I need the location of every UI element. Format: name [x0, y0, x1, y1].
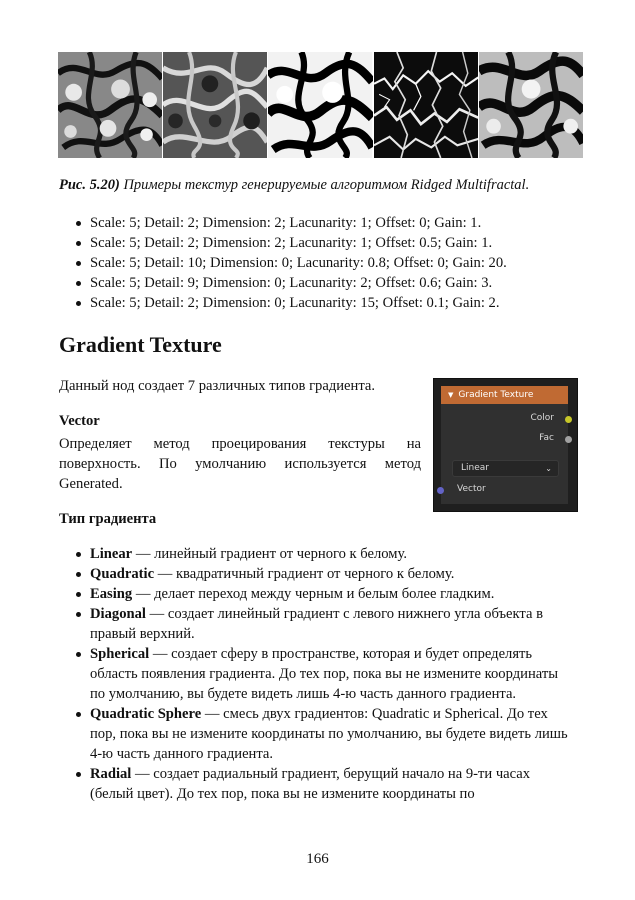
- vector-socket-icon[interactable]: [437, 487, 444, 494]
- fac-socket-icon[interactable]: [565, 436, 572, 443]
- list-item: [76, 644, 576, 704]
- vector-paragraph: Определяет метод проецирования текстуры на поверхность. По умолчанию используется метод Generated.: [59, 436, 421, 492]
- term-description: — линейный градиент от черного к белому.: [132, 546, 408, 562]
- term-description: — создает линейный градиент с левого нижнего угла объекта в правый верхний.: [90, 606, 543, 642]
- list-item: [76, 764, 576, 804]
- term-description: — создает радиальный градиент, берущий начало на 9-ти часах (белый цвет). До тех пор, пока вы не измените координаты по: [90, 766, 531, 802]
- input-vector-label: Vector: [457, 484, 486, 494]
- gradient-texture-node: [433, 378, 578, 512]
- color-socket-icon[interactable]: [565, 416, 572, 423]
- list-item: [76, 704, 576, 764]
- gradient-type-list: [76, 544, 576, 804]
- term-description: — квадратичный градиент от черного к белому.: [154, 566, 455, 582]
- term: Easing: [90, 586, 133, 602]
- node-title: Gradient Texture: [458, 390, 534, 400]
- list-item: Scale: 5; Detail: 9; Dimension: 0; Lacunarity: 2; Offset: 0.6; Gain: 3.: [76, 273, 507, 293]
- list-item: [76, 584, 576, 604]
- list-item: [76, 604, 576, 644]
- texture-examples-strip: [58, 52, 583, 158]
- section-title: Gradient Texture: [59, 332, 222, 357]
- list-item: [76, 564, 576, 584]
- dropdown-value: Linear: [461, 463, 489, 473]
- list-item: Scale: 5; Detail: 10; Dimension: 0; Lacunarity: 0.8; Offset: 0; Gain: 20.: [76, 253, 507, 273]
- texture-example-1: [58, 52, 162, 158]
- term-description: — создает сферу в пространстве, которая и будет определять область появления градиента. До тех пор, пока вы не измените координаты по умолчанию, вы будете видеть лишь 4-ю часть данного градиента.: [90, 646, 559, 702]
- list-item: Scale: 5; Detail: 2; Dimension: 0; Lacunarity: 15; Offset: 0.1; Gain: 2.: [76, 293, 507, 313]
- texture-example-3: [268, 52, 372, 158]
- texture-example-5: [479, 52, 583, 158]
- page-number: 166: [306, 851, 329, 867]
- term: Diagonal: [90, 606, 146, 622]
- term-description: — смесь двух градиентов: Quadratic и Spherical. До тех пор, пока вы не измените координаты по умолчанию, вы будете видеть лишь 4-ю часть данного градиента.: [90, 706, 568, 762]
- output-fac-label: Fac: [539, 433, 554, 443]
- term: Radial: [90, 766, 132, 782]
- chevron-down-icon: ⌄: [545, 464, 552, 473]
- output-color-label: Color: [530, 413, 554, 423]
- term: Linear: [90, 546, 133, 562]
- term: Quadratic: [90, 566, 155, 582]
- gradient-type-heading: Тип градиента: [59, 511, 157, 527]
- list-item: Scale: 5; Detail: 2; Dimension: 2; Lacunarity: 1; Offset: 0; Gain: 1.: [76, 213, 507, 233]
- figure-label: Рис. 5.20): [59, 177, 120, 193]
- gradient-type-dropdown[interactable]: [452, 460, 559, 477]
- texture-example-2: [163, 52, 267, 158]
- vector-heading: Vector: [59, 413, 100, 429]
- node-body: [441, 404, 568, 504]
- term: Quadratic Sphere: [90, 706, 202, 722]
- collapse-arrow-icon[interactable]: ▼: [448, 391, 454, 399]
- list-item: Scale: 5; Detail: 2; Dimension: 2; Lacunarity: 1; Offset: 0.5; Gain: 1.: [76, 233, 507, 253]
- list-item: [76, 544, 576, 564]
- figure-caption: [59, 177, 529, 194]
- term-description: — делает переход между черным и белым более гладким.: [132, 586, 495, 602]
- term: Spherical: [90, 646, 150, 662]
- texture-example-4: [374, 52, 478, 158]
- node-header[interactable]: [441, 386, 568, 404]
- figure-caption-text: Примеры текстур генерируемые алгоритмом Ridged Multifractal.: [123, 177, 530, 193]
- intro-paragraph: Данный нод создает 7 различных типов градиента.: [59, 378, 376, 394]
- parameter-list: [76, 213, 507, 313]
